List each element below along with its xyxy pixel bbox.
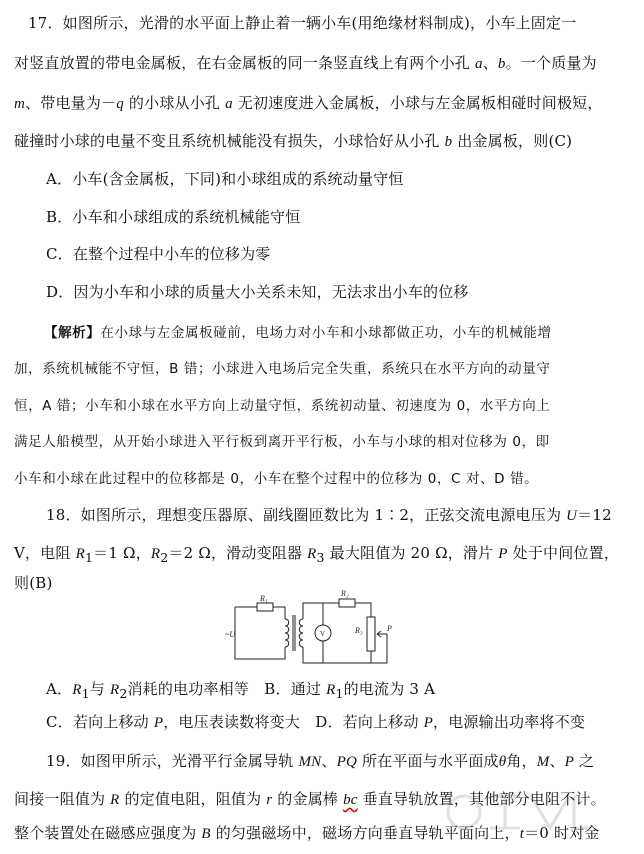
label-r3: R₃ xyxy=(355,626,363,635)
q19-line-2: 间接一阻值为 R 的定值电阻，阻值为 r 的金属棒 bc 垂直导轨放置，其他部分电阻不计。 xyxy=(14,790,606,808)
primary-coil xyxy=(285,619,289,647)
q19-line-1: 19．如图甲所示，光滑平行金属导轨 MN、PQ 所在平面与水平面成θ角，M、P 之 xyxy=(46,752,595,770)
label-r2: R₂ xyxy=(341,589,349,598)
q17-option-d: D．因为小车和小球的质量大小关系未知，无法求出小车的位移 xyxy=(46,283,469,301)
label-u: ~U xyxy=(225,630,236,639)
resistor-r1 xyxy=(257,603,273,611)
q18-line-3: 则(B) xyxy=(14,574,53,592)
q17-solution-line-1: 【解析】在小球与左金属板碰前，电场力对小车和小球都做正功，小车的机械能增 xyxy=(44,325,552,341)
q17-line-1: 17．如图所示，光滑的水平面上静止着一辆小车(用绝缘材料制成)，小车上固定一 xyxy=(28,14,577,32)
q18-options-ab: A．$R_1$与 $R_2$消耗的电功率相等 B．通过 $R_1$的电流为 3 A xyxy=(46,680,436,701)
q17-option-b: B．小车和小球组成的系统机械能守恒 xyxy=(46,208,301,226)
q17-line-3: m、带电量为－q 的小球从小孔 a 无初速度进入金属板，小球与左金属板相碰时间极短， xyxy=(14,94,603,112)
q17-solution-line-3: 恒，A 错；小车和小球在水平方向上动量守恒，系统初动量、初速度为 0，水平方向上 xyxy=(14,398,551,414)
rheostat-r3 xyxy=(367,617,375,651)
q17-line-2: 对竖直放置的带电金属板，在右金属板的同一条竖直线上有两个小孔 a、b。一个质量为 xyxy=(14,54,597,72)
q17-option-a: A．小车(含金属板，下同)和小球组成的系统动量守恒 xyxy=(46,170,404,188)
q19-line-3: 整个装置处在磁感应强度为 B 的匀强磁场中，磁场方向垂直导轨平面向上，t＝0 时对金 xyxy=(14,824,600,842)
solution-tag: 【解析】 xyxy=(44,325,101,341)
watermark-logo xyxy=(442,784,592,840)
resistor-r2 xyxy=(339,599,355,607)
transformer-circuit-diagram xyxy=(225,589,397,669)
label-v: V xyxy=(320,630,326,638)
label-r1: R₁ xyxy=(260,594,268,603)
q17-option-c: C．在整个过程中小车的位移为零 xyxy=(46,245,271,263)
q18-line-2: V，电阻 $R_1=1$ Ω，$R_2=2$ Ω，滑动变阻器 $R_3$ 最大阻值为 20 Ω，滑片 P 处于中间位置， xyxy=(14,544,620,565)
q17-solution-line-2: 加，系统机械能不守恒，B 错；小球进入电场后完全失重，系统只在水平方向的动量守 xyxy=(14,361,551,377)
q17-line-4: 碰撞时小球的电量不变且系统机械能没有损失，小球恰好从小孔 b 出金属板，则(C) xyxy=(14,132,573,150)
label-p: P xyxy=(387,624,392,633)
q17-solution-line-5: 小车和小球在此过程中的位移都是 0，小车在整个过程中的位移为 0，C 对、D 错。 xyxy=(14,471,539,487)
q18-line-1: 18．如图所示，理想变压器原、副线圈匝数比为 1∶2，正弦交流电源电压为 U＝12 xyxy=(46,506,612,524)
secondary-coil xyxy=(299,619,303,647)
q18-options-cd: C．若向上移动 P，电压表读数将变大 D．若向上移动 P，电源输出功率将不变 xyxy=(46,713,586,731)
q17-solution-line-4: 满足人船模型，从开始小球进入平行板到离开平行板，小车与小球的相对位移为 0，即 xyxy=(14,434,550,450)
